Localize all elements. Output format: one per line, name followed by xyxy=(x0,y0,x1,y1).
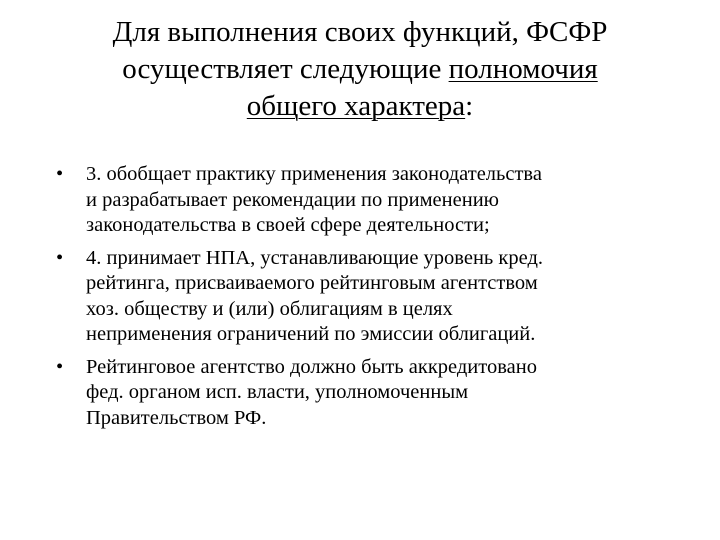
title-underlined-general-nature: общего характера xyxy=(246,90,466,122)
bullet-marker: • xyxy=(56,163,64,185)
bullet-1-line-3: законодательства в своей сфере деятельности; xyxy=(86,214,490,236)
slide-title xyxy=(40,14,680,125)
bullet-2-line-4: неприменения ограничений по эмиссии облигаций. xyxy=(86,323,536,345)
bullet-2-line-2: рейтинга, присваиваемого рейтинговым агентством xyxy=(86,272,538,294)
bullet-list xyxy=(56,162,696,438)
bullet-item-3 xyxy=(56,355,696,432)
title-line-3 xyxy=(40,88,680,125)
bullet-item-2 xyxy=(56,246,696,348)
bullet-3-line-2: фед. органом исп. власти, уполномоченным xyxy=(86,381,469,403)
bullet-1-line-1: 3. обобщает практику применения законодательства xyxy=(86,163,542,185)
bullet-marker: • xyxy=(56,246,64,269)
bullet-item-1 xyxy=(56,162,696,239)
bullet-marker: • xyxy=(56,355,64,378)
title-line-2-text: осуществляет следующие xyxy=(122,53,449,85)
bullet-3-line-3: Правительством РФ. xyxy=(86,406,267,429)
bullet-2-line-1: 4. принимает НПА, устанавливающие уровень кред. xyxy=(86,246,543,269)
bullet-1-line-2: и разрабатывает рекомендации по применению xyxy=(86,188,499,211)
title-line-1: Для выполнения своих функций, ФСФР xyxy=(112,16,608,48)
title-line-2 xyxy=(40,51,680,88)
title-colon: : xyxy=(465,90,474,122)
bullet-3-line-1: Рейтинговое агентство должно быть аккредитовано xyxy=(86,355,537,378)
title-underlined-powers: полномочия xyxy=(448,53,598,85)
bullet-2-line-3: хоз. обществу и (или) облигациям в целях xyxy=(86,297,453,320)
